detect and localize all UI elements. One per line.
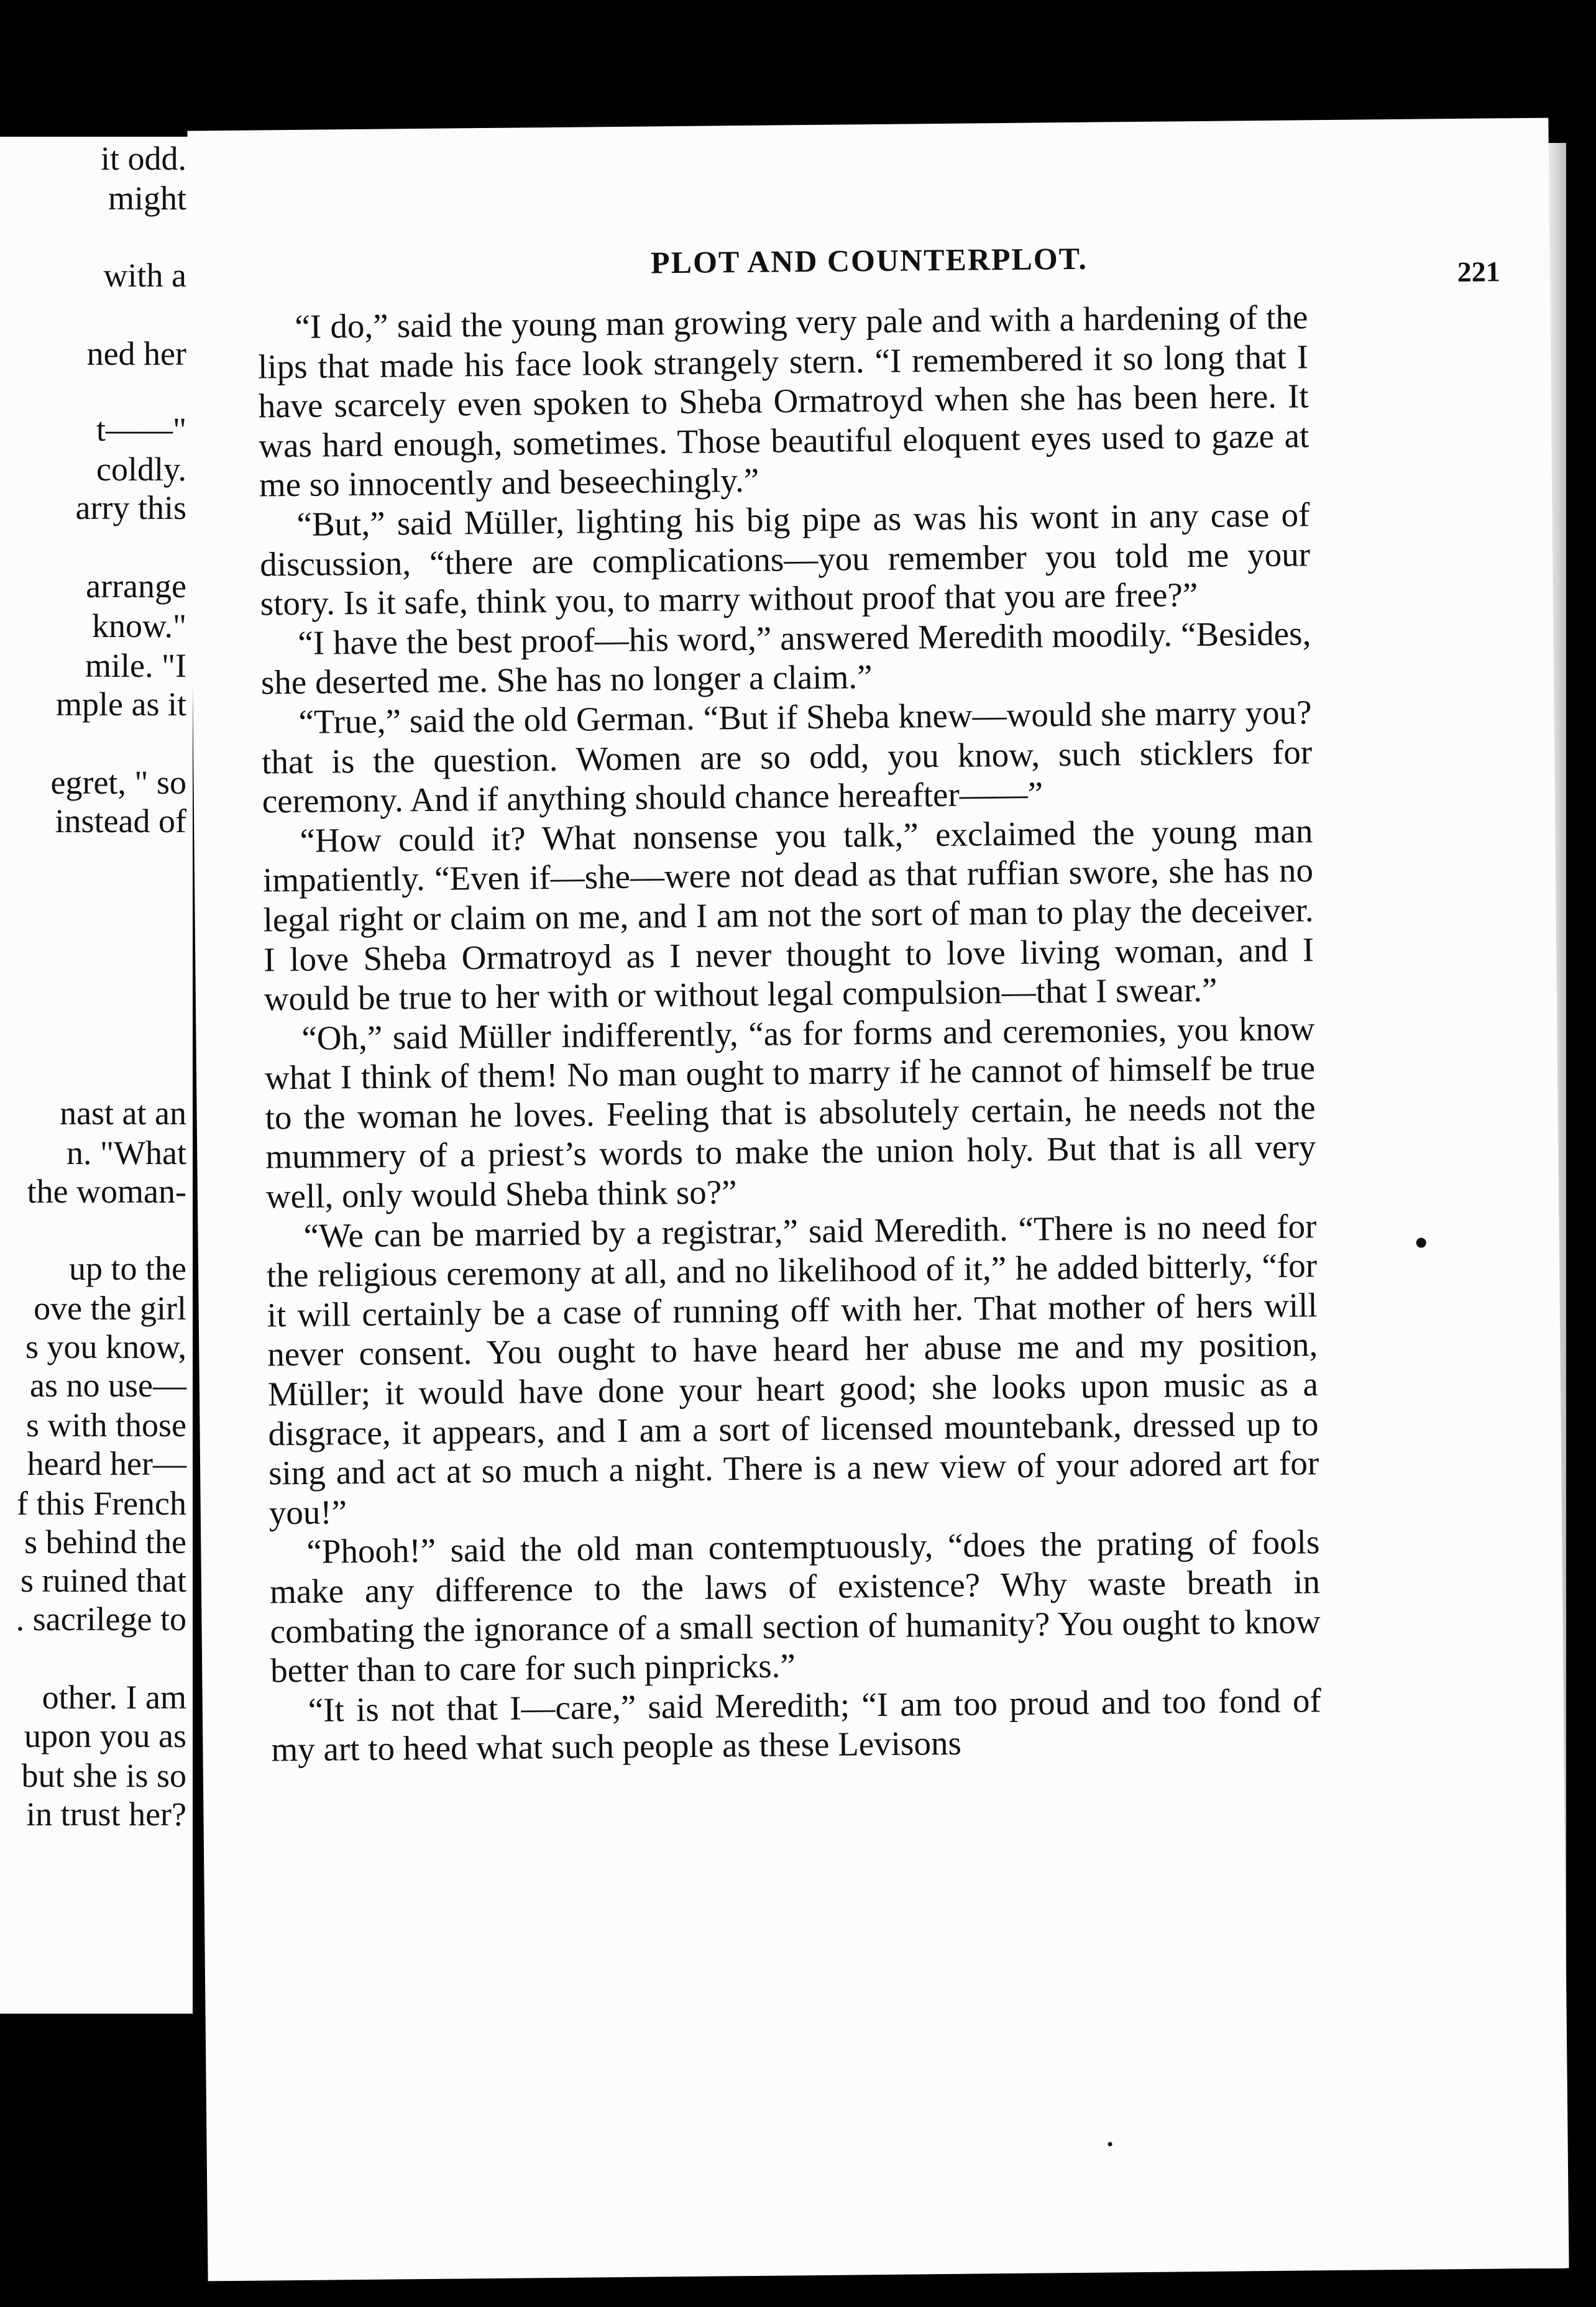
left-page-text-fragment: know." bbox=[91, 607, 186, 644]
ink-speck bbox=[1108, 2142, 1112, 2146]
paragraph: “We can be married by a registrar,” said Meredith. “There is no need for the religious ceremony at all, and no likelihood of it,” he added bitterly, “for it will certainly be a case of running off with her. That mother of hers will never consent. You ought to have heard her abuse me and my position, Müller; it would have done your heart good; she looks upon music as a disgrace, it appears, and I am a sort of licensed mountebank, dressed up to sing and act at so much a night. There is a new view of your adored art for you!” bbox=[266, 1206, 1319, 1532]
left-page-text-fragment: s you know, bbox=[25, 1328, 186, 1365]
left-page-text-fragment: . sacrilege to bbox=[16, 1600, 186, 1638]
page-number: 221 bbox=[1457, 255, 1500, 288]
left-page-text-fragment: f this French bbox=[17, 1485, 186, 1522]
left-page-text-fragment: arrange bbox=[86, 567, 186, 605]
page-header bbox=[188, 236, 1550, 299]
previous-page-fragment bbox=[0, 137, 193, 2014]
paragraph: “Oh,” said Müller indifferently, “as for forms and ceremonies, you know what I think of them! No man ought to marry if he cannot of himself be true to the woman he loves. Feeling that is absolutely certain, he needs not the mummery of a priest’s words to make the union holy. But that is all very well, only would Sheba think so?” bbox=[264, 1009, 1316, 1216]
left-page-text-fragment: up to the bbox=[69, 1250, 186, 1287]
left-page-text-fragment: upon you as bbox=[24, 1717, 186, 1754]
paragraph: “But,” said Müller, lighting his big pipe as was his wont in any case of discussion, “there are complications—you remember you told me your story. Is it safe, think you, to marry without proof that you are free?” bbox=[259, 495, 1311, 623]
body-text bbox=[257, 297, 1322, 1769]
left-page-text-fragment: t——" bbox=[96, 411, 186, 448]
left-page-text-fragment: mple as it bbox=[56, 686, 186, 723]
paragraph: “I do,” said the young man growing very pale and with a hardening of the lips that made his face look strangely stern. “I remembered it so long that I have scarcely even spoken to Sheba Ormatroyd when she has been here. It was hard enough, sometimes. Those beautiful eloquent eyes used to gaze at me so innocently and beseechingly.” bbox=[257, 298, 1309, 504]
paragraph: “I have the best proof—his word,” answered Meredith moodily. “Besides, she deserted me. She has no longer a claim.” bbox=[260, 614, 1311, 702]
ink-speck bbox=[1416, 1238, 1426, 1248]
left-page-text-fragment: but she is so bbox=[21, 1757, 186, 1794]
left-page-text-fragment: with a bbox=[103, 257, 186, 294]
left-page-text-fragment: s with those bbox=[25, 1406, 186, 1444]
left-page-text-fragment: mile. "I bbox=[85, 647, 186, 684]
left-page-text-fragment: the woman- bbox=[27, 1173, 186, 1210]
paragraph: “True,” said the old German. “But if Sheba knew—would she marry you? that is the question. Women are so odd, you know, such sticklers for ceremony. And if anything should chance hereafter——” bbox=[261, 693, 1313, 820]
left-page-text-fragment: ned her bbox=[86, 335, 186, 372]
left-page-text-fragment: instead of bbox=[55, 802, 186, 840]
left-page-text-fragment: egret, " so bbox=[50, 764, 186, 801]
left-page-text-fragment: might bbox=[108, 180, 186, 217]
left-page-text-fragment: in trust her? bbox=[26, 1796, 186, 1833]
left-page-text-fragment: arry this bbox=[75, 489, 186, 526]
paragraph: “It is not that I—care,” said Meredith; “I am too proud and too fond of my art to heed what such people as these Levisons bbox=[271, 1681, 1322, 1769]
left-page-text-fragment: s ruined that bbox=[21, 1562, 186, 1599]
paragraph: “Phooh!” said the old man contemptuously, “does the prating of fools make any difference to the laws of existence? Why waste breath in combating the ignorance of a small section of humanity? You ought to know better than to care for such pinpricks.” bbox=[269, 1523, 1321, 1690]
left-page-text-fragment: coldly. bbox=[96, 451, 186, 488]
running-title: PLOT AND COUNTERPLOT. bbox=[650, 241, 1088, 280]
left-page-text-fragment: heard her— bbox=[27, 1445, 186, 1482]
left-page-text-fragment: other. I am bbox=[42, 1679, 186, 1716]
left-page-text-fragment: ove the girl bbox=[34, 1290, 186, 1327]
left-page-text-fragment: n. "What bbox=[66, 1134, 186, 1172]
left-page-text-fragment: s behind the bbox=[24, 1523, 186, 1561]
paragraph: “How could it? What nonsense you talk,” exclaimed the young man impatiently. “Even if—she—were not dead as that ruffian swore, she has no legal right or claim on me, and I am not the sort of man to play the deceiver. I love Sheba Ormatroyd as I never thought to love living woman, and I would be true to her with or without legal compulsion—that I swear.” bbox=[262, 811, 1314, 1018]
left-page-text-fragment: as no use— bbox=[30, 1367, 186, 1404]
left-page-text-fragment: it odd. bbox=[100, 140, 186, 177]
left-page-text-fragment: nast at an bbox=[60, 1094, 186, 1132]
book-page bbox=[187, 118, 1569, 2282]
